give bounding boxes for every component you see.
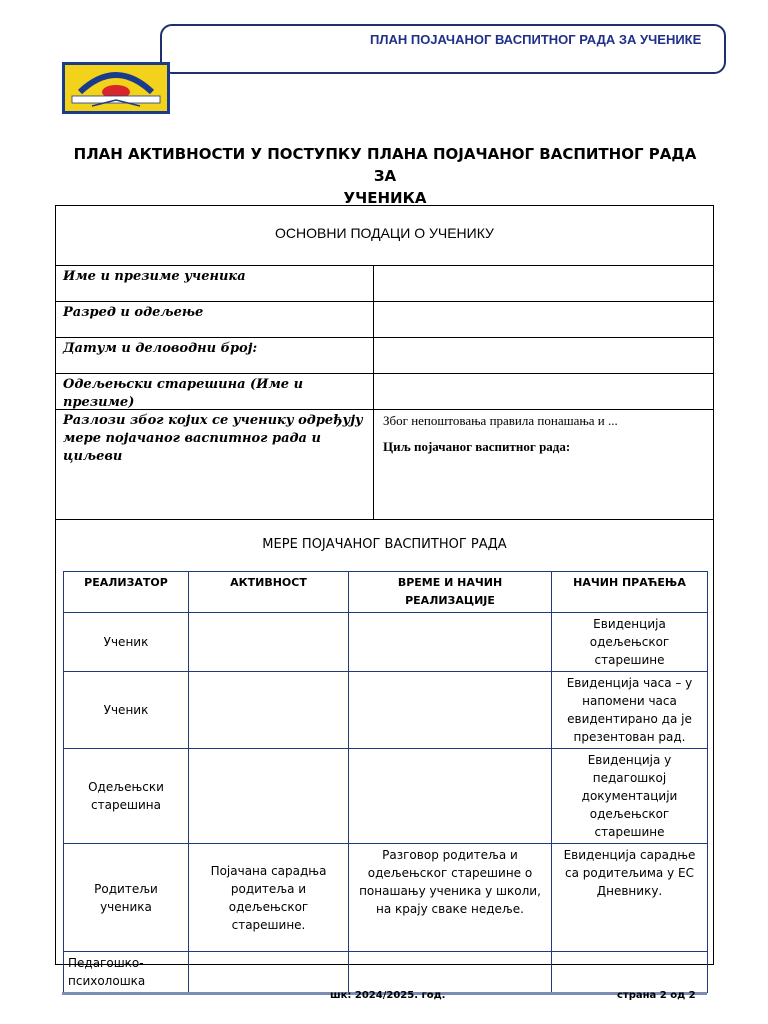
table-cell: Појачана сарадња родитеља и одељењског старешине. <box>189 844 349 952</box>
table-cell: Разговор родитеља и одељењског старешине о понашању ученика у школи, на крају сваке недеље. <box>349 844 552 952</box>
school-logo <box>62 62 170 114</box>
table-row <box>64 844 708 952</box>
table-header-row <box>64 572 708 613</box>
table-cell <box>349 613 552 672</box>
divider <box>373 410 374 519</box>
table-cell <box>349 749 552 844</box>
table-cell: Родитељи ученика <box>64 844 189 952</box>
info-row-date <box>56 337 713 373</box>
divider <box>373 266 374 301</box>
column-header: ВРЕМЕ И НАЧИН РЕАЛИЗАЦИЈЕ <box>349 572 552 613</box>
table-cell: Евиденција у педагошкој документацији одељењског старешине <box>552 749 708 844</box>
table-row <box>64 952 708 993</box>
info-row-reasons <box>56 409 713 519</box>
table-cell: Евиденција одељењског старешине <box>552 613 708 672</box>
reasons-value: Због непоштовања правила понашања и ... <box>383 413 618 428</box>
document-title-line-2: УЧЕНИКА <box>343 189 427 207</box>
table-cell <box>189 952 349 993</box>
header-title: ПЛАН ПОЈАЧАНОГ ВАСПИТНОГ РАДА ЗА УЧЕНИКЕ <box>370 32 702 47</box>
table-cell <box>552 952 708 993</box>
footer-school-year: шк: 2024/2025. год. <box>330 990 446 1001</box>
column-header: РЕАЛИЗАТОР <box>64 572 189 613</box>
divider <box>373 338 374 373</box>
table-cell <box>189 672 349 749</box>
document-title <box>70 143 700 209</box>
table-row <box>64 749 708 844</box>
info-label-class: Разред и одељење <box>63 305 204 320</box>
measures-table <box>63 571 708 993</box>
divider <box>373 374 374 409</box>
divider <box>373 302 374 337</box>
info-row-class <box>56 301 713 337</box>
info-label-teacher: Одељењски старешина (Име и презиме) <box>63 377 304 410</box>
table-cell: Евиденција сарадње са родитељима у ЕС Дневнику. <box>552 844 708 952</box>
table-cell <box>349 672 552 749</box>
form-table <box>55 205 714 988</box>
basic-info-title: ОСНОВНИ ПОДАЦИ О УЧЕНИКУ <box>275 225 494 241</box>
document-title-line-1: ПЛАН АКТИВНОСТИ У ПОСТУПКУ ПЛАНА ПОЈАЧАНОГ ВАСПИТНОГ РАДА ЗА <box>73 145 697 185</box>
table-row <box>64 672 708 749</box>
footer-page-number: страна 2 од 2 <box>617 990 696 1001</box>
table-cell: Одељењски старешина <box>64 749 189 844</box>
column-header: АКТИВНОСТ <box>189 572 349 613</box>
table-cell: Евиденција часа – у напомени часа евидентирано да је презентован рад. <box>552 672 708 749</box>
info-row-teacher <box>56 373 713 409</box>
info-row-name <box>56 265 713 301</box>
table-cell <box>349 952 552 993</box>
info-label-name: Име и презиме ученика <box>63 269 246 284</box>
measures-title: МЕРЕ ПОЈАЧАНОГ ВАСПИТНОГ РАДА <box>262 537 507 552</box>
table-cell: Педагошко-психолошка <box>64 952 189 993</box>
table-cell <box>189 749 349 844</box>
goal-label: Циљ појачаног васпитног рада: <box>383 439 571 454</box>
section-divider <box>56 519 713 520</box>
table-cell <box>189 613 349 672</box>
table-row <box>64 613 708 672</box>
table-cell: Ученик <box>64 613 189 672</box>
table-cell: Ученик <box>64 672 189 749</box>
column-header: НАЧИН ПРАЋЕЊА <box>552 572 708 613</box>
info-label-reasons: Разлози због којих се ученику одређују мере појачаног васпитног рада и циљеви <box>63 413 363 464</box>
info-label-date: Датум и деловодни број: <box>63 341 258 356</box>
